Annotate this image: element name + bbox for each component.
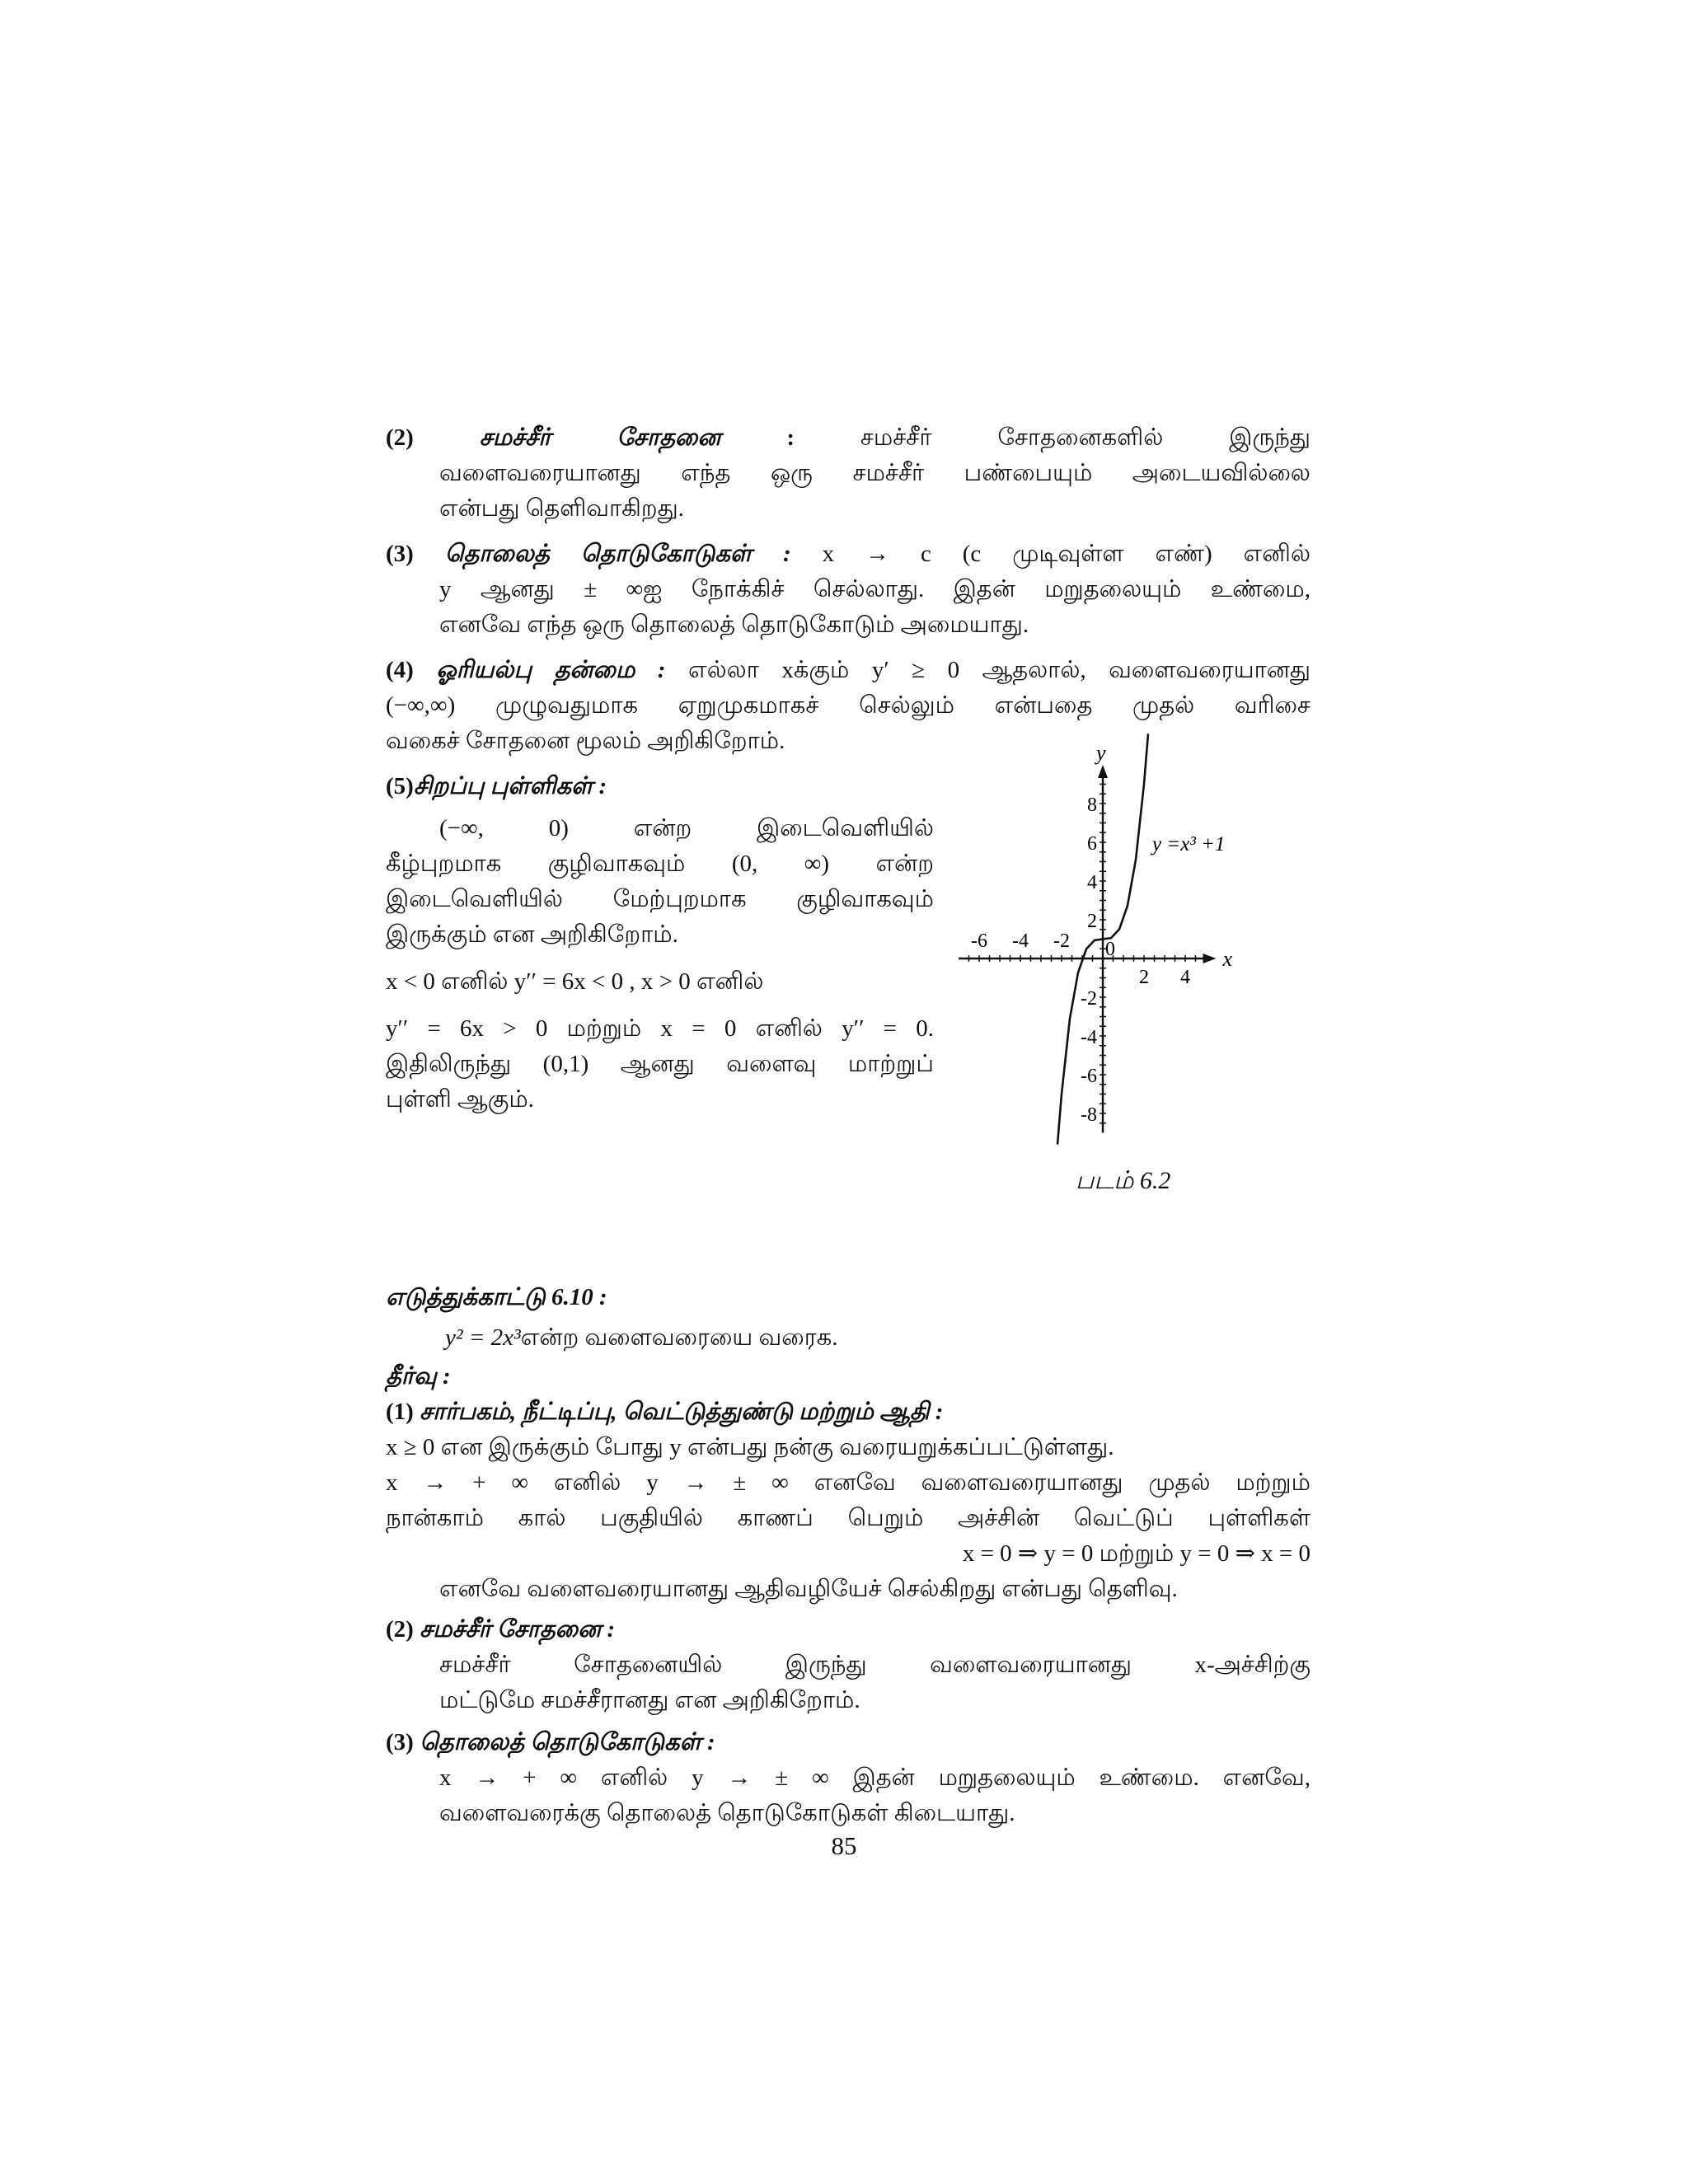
origin-label: 0 (1105, 939, 1115, 960)
inflection-line-1: y′′ = 6x > 0 மற்றும் x = 0 எனில் y′′ = 0. (386, 1015, 934, 1042)
section-monotonicity (386, 653, 1311, 759)
solution-domain (386, 1394, 1311, 1607)
y-axis-arrow (1098, 765, 1108, 778)
solution-symmetry-line-2: மட்டுமே சமச்சீரானது என அறிகிறோம். (439, 1687, 860, 1713)
asymptotes-line-2: y ஆனது ± ∞ஐ நோக்கிச் செல்லாது. இதன் மறுதலையும் உண்மை, (439, 576, 1311, 602)
solution-heading: தீர்வு : (386, 1363, 451, 1390)
y-axis-label: y (1096, 741, 1106, 765)
x-tick-label: 2 (1139, 967, 1149, 988)
symmetry-line-2: வளைவரையானது எந்த ஒரு சமச்சீர் பண்பையும் அடையவில்லை (439, 460, 1311, 486)
solution-asymptotes (386, 1725, 1311, 1831)
domain-heading: (1) சார்பகம், நீட்டிப்பு, வெட்டுத்துண்டு மற்றும் ஆதி : (386, 1399, 944, 1425)
special-points-text (386, 769, 934, 1118)
example-equation: y² = 2x³ (445, 1324, 521, 1351)
concavity-line-1: (−∞, 0) என்ற இடைவெளியில் (439, 815, 934, 841)
x-tick-label: 4 (1180, 967, 1190, 988)
solution-asymptotes-heading: (3) தொலைத் தொடுகோடுகள் : (386, 1729, 715, 1755)
x-tick-label: -4 (1012, 930, 1029, 952)
concavity-line-4: இருக்கும் என அறிகிறோம். (386, 921, 678, 948)
domain-line-3: நான்காம் கால் பகுதியில் காணப் பெறும் அச்சின் வெட்டுப் புள்ளிகள் (386, 1505, 1311, 1531)
page-number: 85 (831, 1831, 857, 1860)
curve-label: y =x³ +1 (1152, 833, 1226, 855)
y-tick-label: 4 (1087, 872, 1097, 893)
symmetry-line-1: (2) சமச்சீர் சோதனை : சமச்சீர் சோதனைகளில் இருந்து (386, 424, 1311, 451)
figure-cubic-graph (971, 741, 1292, 1201)
x-axis-label: x (1222, 947, 1233, 971)
x-tick-label: -6 (971, 930, 987, 952)
solution-asymptotes-line-1: x → + ∞ எனில் y → ± ∞ இதன் மறுதலையும் உண்மை. எனவே, (439, 1765, 1311, 1791)
solution-symmetry-line-1: சமச்சீர் சோதனையில் இருந்து வளைவரையானது x-அச்சிற்கு (439, 1652, 1311, 1678)
y-tick-label: 8 (1087, 794, 1097, 816)
asymptotes-line-3: எனவே எந்த ஒரு தொலைத் தொடுகோடும் அமையாது. (439, 612, 1029, 638)
domain-line-4: x = 0 ⇒ y = 0 மற்றும் y = 0 ⇒ x = 0 (962, 1540, 1311, 1567)
y-tick-label: -8 (1081, 1104, 1097, 1126)
page-content (386, 420, 1311, 1831)
concavity-line-2: கீழ்புறமாக குழிவாகவும் (0, ∞) என்ற (386, 851, 934, 877)
section-symmetry (386, 420, 1311, 527)
domain-line-1: x ≥ 0 என இருக்கும் போது y என்பது நன்கு வரையறுக்கப்பட்டுள்ளது. (386, 1434, 1114, 1460)
asymptotes-line-1: (3) தொலைத் தொடுகோடுகள் : x → c (c முடிவுள்ள எண்) எனில் (386, 541, 1311, 567)
second-derivative-line: x < 0 எனில் y′′ = 6x < 0 , x > 0 எனில் (386, 968, 764, 995)
concavity-line-3: இடைவெளியில் மேற்புறமாக குழிவாகவும் (386, 886, 934, 912)
solution-asymptotes-line-2: வளைவரைக்கு தொலைத் தொடுகோடுகள் கிடையாது. (439, 1800, 1015, 1826)
monotonicity-line-3: வகைச் சோதனை மூலம் அறிகிறோம். (386, 728, 785, 754)
y-tick-label: 2 (1087, 911, 1097, 932)
example-heading: எடுத்துக்காட்டு 6.10 : (386, 1284, 607, 1310)
monotonicity-line-2: (−∞,∞) முழுவதுமாக ஏறுமுகமாகச் செல்லும் என்பதை முதல் வரிசை (386, 692, 1311, 719)
monotonicity-line-1: (4) ஓரியல்பு தன்மை : எல்லா xக்கும் y′ ≥ 0 ஆதலால், வளைவரையானது (386, 657, 1311, 683)
section-asymptotes (386, 537, 1311, 643)
solution-symmetry (386, 1612, 1311, 1718)
symmetry-line-3: என்பது தெளிவாகிறது. (439, 495, 685, 522)
special-points-heading: (5)சிறப்பு புள்ளிகள் : (386, 773, 607, 799)
inflection-line-2: இதிலிருந்து (0,1) ஆனது வளைவு மாற்றுப் (386, 1051, 934, 1077)
figure-caption: படம் 6.2 (1076, 1167, 1171, 1194)
y-tick-label: -2 (1081, 988, 1097, 1010)
y-tick-label: -4 (1081, 1027, 1097, 1048)
solution-symmetry-heading: (2) சமச்சீர் சோதனை : (386, 1616, 616, 1643)
cubic-chart (971, 741, 1292, 1201)
domain-line-5: எனவே வளைவரையானது ஆதிவழியேச் செல்கிறது என்பது தெளிவு. (439, 1576, 1178, 1602)
example-statement: y² = 2x³என்ற வளைவரையை வரைக. (445, 1324, 838, 1351)
inflection-line-3: புள்ளி ஆகும். (386, 1086, 534, 1113)
y-tick-label: 6 (1087, 833, 1097, 855)
y-tick-label: -6 (1081, 1066, 1097, 1087)
x-axis-arrow (1203, 954, 1217, 963)
domain-line-2: x → + ∞ எனில் y → ± ∞ எனவே வளைவரையானது முதல் மற்றும் (386, 1469, 1311, 1496)
x-tick-label: -2 (1053, 930, 1070, 952)
